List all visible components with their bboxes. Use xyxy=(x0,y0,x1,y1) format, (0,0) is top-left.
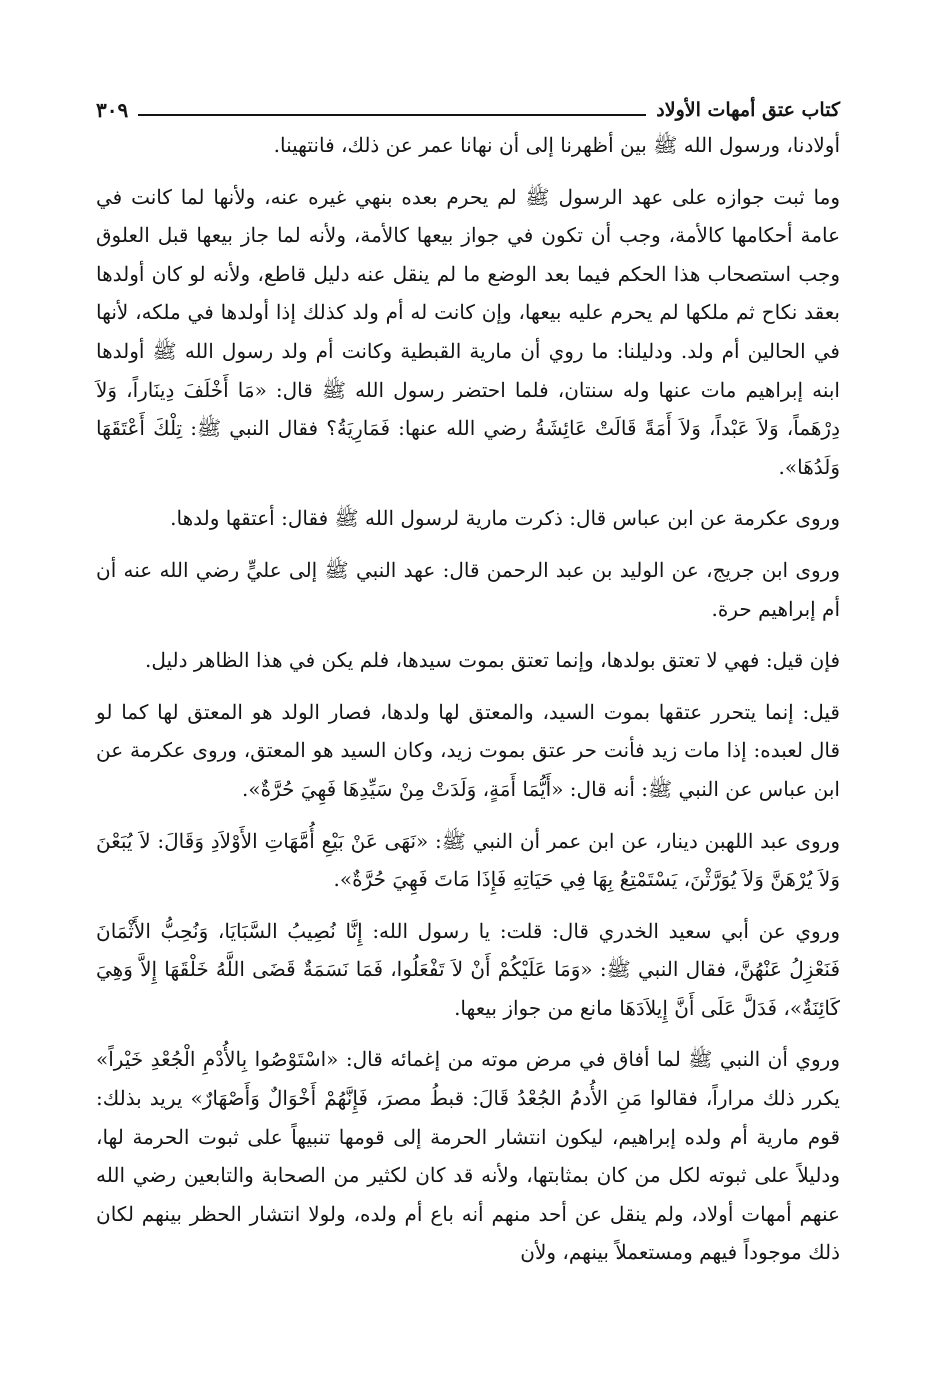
header-rule xyxy=(138,114,646,116)
body-text xyxy=(96,126,840,1285)
paragraph: وروى ابن جريج، عن الوليد بن عبد الرحمن قال: عهد النبي ﷺ إلى عليٍّ رضي الله عنه أن أم إبراهيم حرة. xyxy=(96,557,840,621)
paragraph: وما ثبت جوازه على عهد الرسول ﷺ لم يحرم بعده بنهي غيره عنه، ولأنها لما كانت في عامة أحكامها كالأمة، وجب أن تكون في جواز بيعها كالأمة، ولأنه لما جاز بيعها قبل العلوق وجب استصحاب هذا الحكم فيما بعد الوضع ما لم ينقل عنه دليل قاطع، ولأنه لو كان أولدها بعقد نكاح ثم ملكها لم يحرم عليه بيعها، وإن كانت له أم ولد كذلك إذا أولدها في ملكه، لأنها في الحالين أم ولد. ودليلنا: ما روي أن مارية القبطية وكانت أم ولد رسول الله ﷺ أولدها ابنه إبراهيم مات عنها وله سنتان، فلما احتضر رسول الله ﷺ قال: «مَا أَخْلَفَ دِينَاراً، وَلاَ دِرْهَماً، وَلاَ عَبْداً، وَلاَ أَمَةً قَالَتْ عَائِشَةُ رضي الله عنها: فَمَارِيَةُ؟ فقال النبي ﷺ: تِلْكَ أَعْتَقَهَا وَلَدُهَا». xyxy=(96,184,841,479)
paragraph: قيل: إنما يتحرر عتقها بموت السيد، والمعتق لها ولدها، فصار الولد هو المعتق لها كما لو قال لعبده: إذا مات زيد فأنت حر عتق بموت زيد، وكان السيد هو المعتق، وروى عكرمة عن ابن عباس عن النبي ﷺ: أنه قال: «أَيُّمَا أَمَةٍ، وَلَدَتْ مِنْ سَيِّدِهَا فَهِيَ حُرَّةٌ». xyxy=(96,699,840,801)
paragraph: وروى عبد اللهبن دينار، عن ابن عمر أن النبي ﷺ: «نَهَى عَنْ بَيْعِ أُمَّهَاتِ الأَوْلاَدِ وَقَالَ: لاَ يُبَعْنَ وَلاَ يُرْهَنَّ وَلاَ يُوَرَّثْنَ، يَسْتَمْتِعُ بِهَا فِي حَيَاتِهِ فَإِذَا مَاتَ فَهِيَ حُرَّةٌ». xyxy=(96,828,841,892)
running-title: كتاب عتق أمهات الأولاد xyxy=(656,99,840,121)
paragraph: أولادنا، ورسول الله ﷺ بين أظهرنا إلى أن نهانا عمر عن ذلك، فانتهينا. xyxy=(273,133,840,157)
paragraph: وروي عن أبي سعيد الخدري قال: قلت: يا رسول الله: إِنَّا نُصِيبُ السَّبَايَا، وَنُحِبُّ الأَثْمَانَ فَنَعْزِلُ عَنْهُنَّ، فقال النبي ﷺ: «وَمَا عَلَيْكُمْ أَنْ لاَ تَفْعَلُوا، فَمَا نَسَمَةٌ قَضَى اللَّهُ خَلْقَهَا إِلاَّ وَهِيَ كَائِنَةٌ»، فَدَلَّ عَلَى أَنَّ إِيلاَدَهَا مانع من جواز بيعها. xyxy=(96,918,840,1020)
paragraph: وروي أن النبي ﷺ لما أفاق في مرض موته من إغمائه قال: «اسْتَوْصُوا بِالأُدْمِ الْجُعْدِ خَيْراً» يكرر ذلك مراراً، فقالوا مَنِ الأُدمُ الجُعْدُ قَالَ: قبطُ مصرَ، فَإِنَّهُمْ أَخْوَالٌ وَأَصْهَارٌ» يريد بذلك: قوم مارية أم ولده إبراهيم، ليكون انتشار الحرمة إلى قومها تنبيهاً على ثبوت الحرمة لها، ودليلاً على ثبوته لكل من كان بمثابتها، ولأنه قد كان لكثير من الصحابة والتابعين رضي الله عنهم أمهات أولاد، ولم ينقل عن أحد منهم أنه باع أم ولده، ولولا انتشار الحظر بينهم لكان ذلك موجوداً فيهم ومستعملاً بينهم، ولأن xyxy=(96,1047,841,1265)
paragraph: وروى عكرمة عن ابن عباس قال: ذكرت مارية لرسول الله ﷺ فقال: أعتقها ولدها. xyxy=(170,506,840,531)
page-number: ٣٠٩ xyxy=(96,98,129,122)
paragraph: فإن قيل: فهي لا تعتق بولدها، وإنما تعتق بموت سيدها، فلم يكن في هذا الظاهر دليل. xyxy=(144,648,840,673)
page-header xyxy=(96,92,840,128)
